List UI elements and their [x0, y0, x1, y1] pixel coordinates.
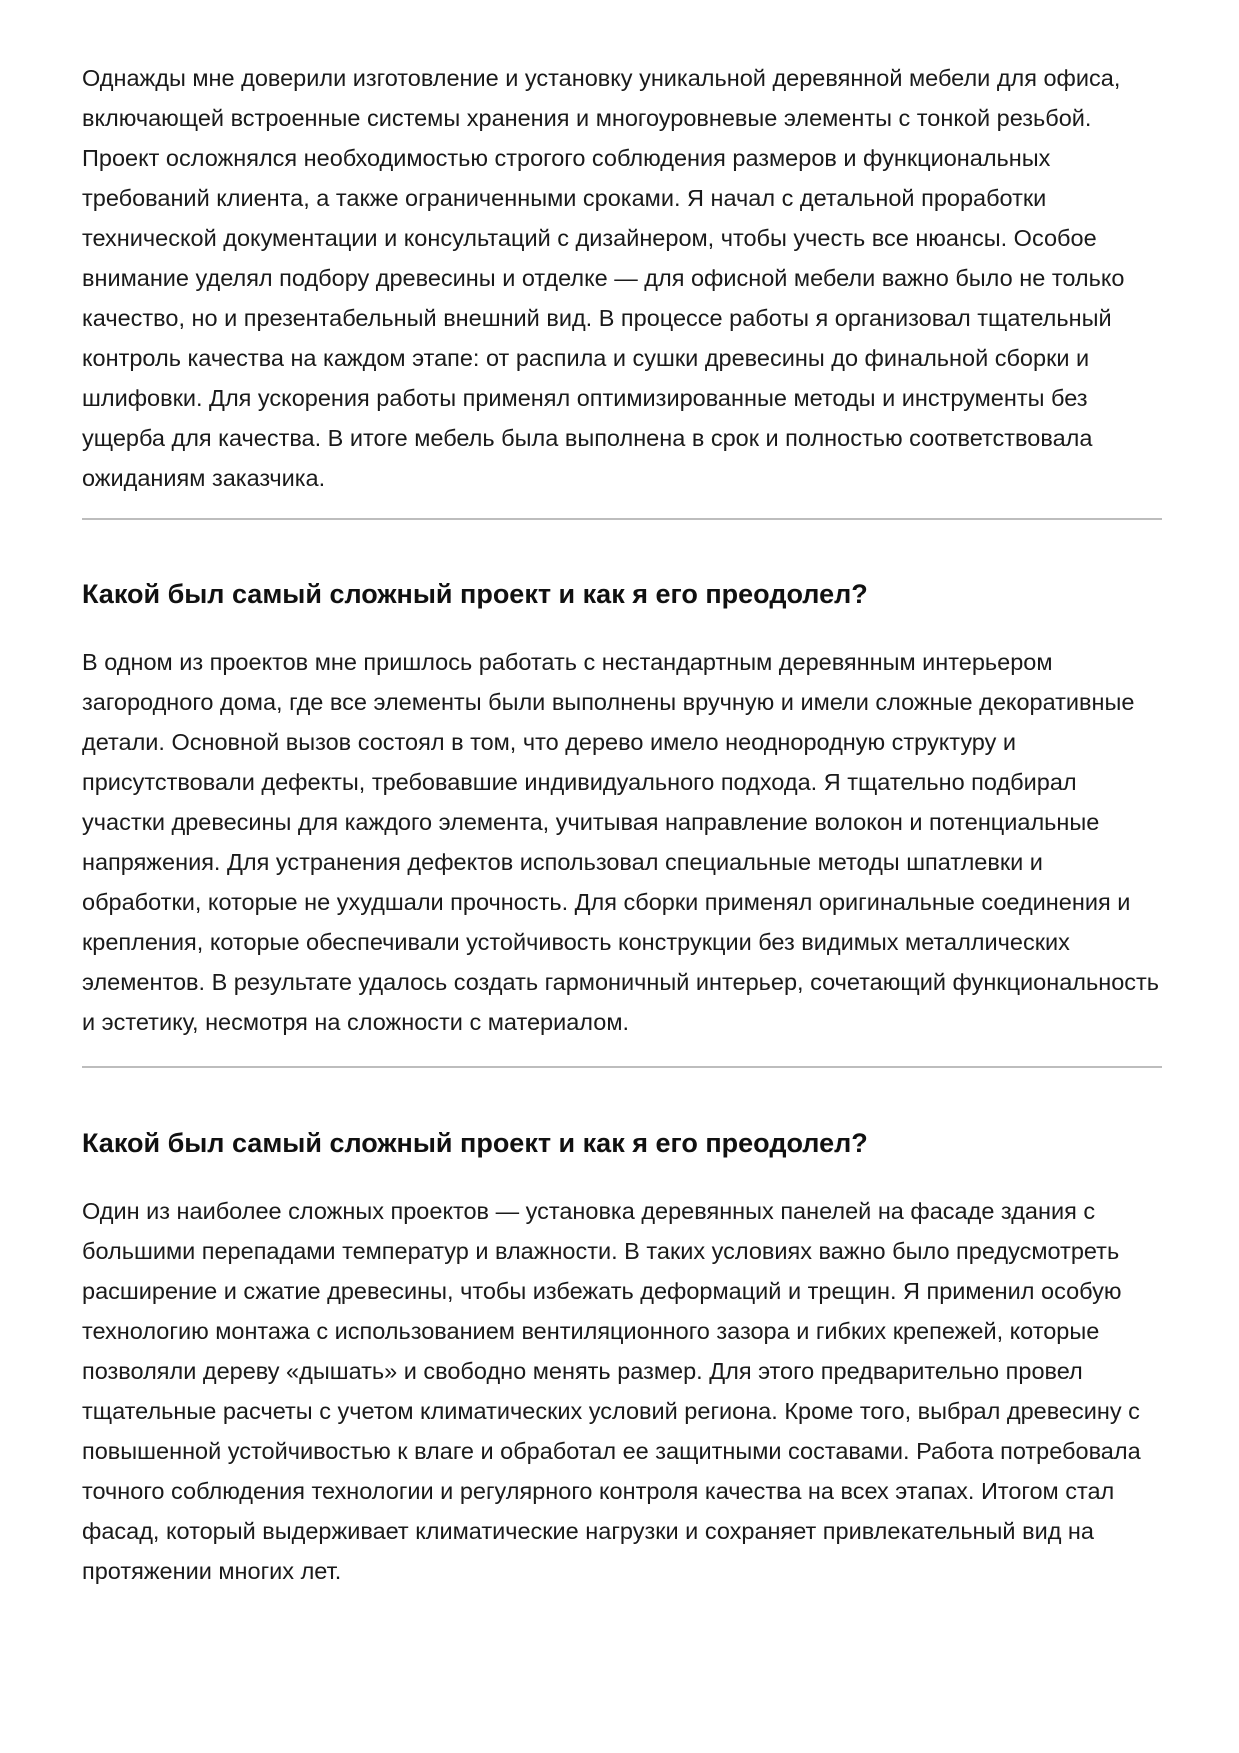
section-divider — [82, 1066, 1162, 1068]
paragraph-facade-panels: Один из наиболее сложных проектов — установка деревянных панелей на фасаде здания с большими перепадами температур и влажности. В таких условиях важно было предусмотреть расширение и сжатие древесины, чтобы избежать деформаций и трещин. Я применил особую технологию монтажа с использованием вентиляционного зазора и гибких крепежей, которые позволяли дереву «дышать» и свободно менять размер. Для этого предварительно провел тщательные расчеты с учетом климатических условий региона. Кроме того, выбрал древесину с повышенной устойчивостью к влаге и обработал ее защитными составами. Работа потребовала точного соблюдения технологии и регулярного контроля качества на всех этапах. Итогом стал фасад, который выдерживает климатические нагрузки и сохраняет привлекательный вид на протяжении многих лет. — [82, 1198, 1141, 1584]
paragraph-country-house-interior: В одном из проектов мне пришлось работать с нестандартным деревянным интерьером загородного дома, где все элементы были выполнены вручную и имели сложные декоративные детали. Основной вызов состоял в том, что дерево имело неоднородную структуру и присутствовали дефекты, требовавшие индивидуального подхода. Я тщательно подбирал участки древесины для каждого элемента, учитывая направление волокон и потенциальные напряжения. Для устранения дефектов использовал специальные методы шпатлевки и обработки, которые не ухудшали прочность. Для сборки применял оригинальные соединения и крепления, которые обеспечивали устойчивость конструкции без видимых металлических элементов. В результате удалось создать гармоничный интерьер, сочетающий функциональность и эстетику, несмотря на сложности с материалом. — [82, 649, 1160, 1035]
section-heading: Какой был самый сложный проект и как я его преодолел? — [82, 579, 868, 609]
document-page — [82, 58, 1162, 1591]
section-divider — [82, 518, 1162, 520]
paragraph-office-furniture: Однажды мне доверили изготовление и установку уникальной деревянной мебели для офиса, включающей встроенные системы хранения и многоуровневые элементы с тонкой резьбой. Проект осложнялся необходимостью строгого соблюдения размеров и функциональных требований клиента, а также ограниченными сроками. Я начал с детальной проработки технической документации и консультаций с дизайнером, чтобы учесть все нюансы. Особое внимание уделял подбору древесины и отделке — для офисной мебели важно было не только качество, но и презентабельный внешний вид. В процессе работы я организовал тщательный контроль качества на каждом этапе: от распила и сушки древесины до финальной сборки и шлифовки. Для ускорения работы применял оптимизированные методы и инструменты без ущерба для качества. В итоге мебель была выполнена в срок и полностью соответствовала ожиданиям заказчика. — [82, 65, 1125, 491]
section-heading: Какой был самый сложный проект и как я его преодолел? — [82, 1128, 868, 1158]
